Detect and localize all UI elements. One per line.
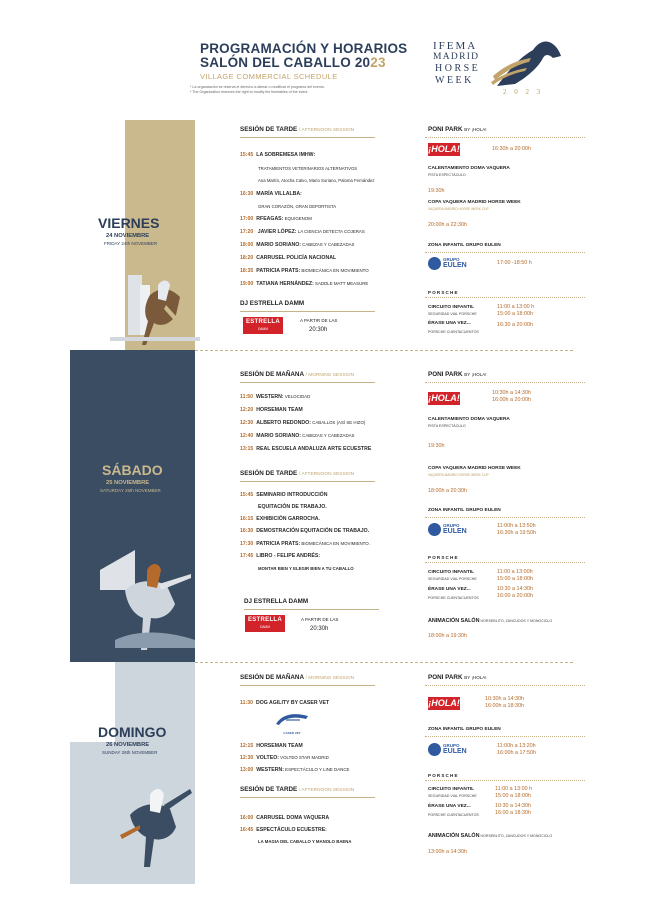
erase-title: ÉRASE UNA VEZ... (428, 804, 471, 809)
zona-infantil-title: ZONA INFANTIL GRUPO EULEN (428, 508, 501, 513)
dj-time: 20:30h (310, 626, 329, 632)
event-row: 11:50 WESTERN: VELOCIDAD (240, 394, 311, 400)
zona-time: 11:00h a 13:50h 16:30h a 19:50h (497, 523, 536, 536)
circuito-time: 11:00 a 13:00 h 15:00 a 18:00h (497, 304, 535, 317)
estrella-damm-logo: ESTRELLA DAMM (243, 317, 283, 334)
zona-time: 11:00h a 13:20h 16:00h a 17:50h (497, 743, 536, 756)
rider-illustration-sunday (110, 775, 200, 870)
circuito-time: 11:00 a 13:00 h 15:00 a 18:00h (495, 786, 533, 799)
event-row: 16:00 CARRUSEL DOMA VAQUERA (240, 815, 330, 821)
session-heading: SESIÓN DE MAÑANA / MORNING SESSION (240, 371, 355, 378)
rider-illustration-saturday (95, 530, 205, 660)
poni-time: 10:30h a 14:30h 16:00h a 18:30h (485, 696, 524, 709)
event-row: 18:35 PATRICIA PRATS: BIOMECÁNICA EN MOVIMIENTO (240, 268, 369, 274)
session-underline (240, 481, 375, 482)
day-name-friday: VIERNES (98, 215, 160, 231)
right-divider (425, 780, 585, 781)
calentamiento-time: 19:30h (428, 443, 445, 449)
poni-time: 16:30h a 20:00h (492, 146, 531, 152)
day-name-sunday: DOMINGO (98, 724, 167, 740)
session-underline (240, 685, 375, 686)
circuito-title: CIRCUITO INFANTIL (428, 787, 475, 792)
dj-underline (240, 311, 375, 312)
calentamiento-time: 19:30h (428, 188, 445, 194)
erase-time: 10:30 a 14:30h 16:00 a 20:00h (497, 586, 533, 599)
right-divider (425, 562, 585, 563)
right-divider (425, 252, 585, 253)
day-en-friday: FRIDAY 24th NOVEMBER (104, 241, 158, 246)
hola-logo: ¡HOLA! (428, 698, 460, 708)
calentamiento-sub: PISTA ESPECTÁCULO (428, 173, 466, 177)
event-row: 12:40 MARIO SORIANO: CABEZAS Y CABEZADAS (240, 433, 355, 439)
event-row: 18:20 CARRUSEL POLICÍA NACIONAL (240, 255, 337, 261)
copa-sub: VAQUERA MADRID HORSE WEEK CUP (428, 207, 489, 211)
session-underline (240, 137, 375, 138)
poni-park-heading: PONI PARK BY ¡HOLA! (428, 126, 487, 133)
event-row: 15:45 LA SOBREMESA IMHW: (240, 152, 316, 158)
erase-sub: PORSCHE CUENTACUENTOS (428, 330, 479, 334)
erase-sub: PORSCHE CUENTACUENTOS (428, 813, 479, 817)
eulen-logo: GRUPO EULEN (428, 523, 462, 537)
event-row: 17:45 LIBRO - FELIPE ANDRÉS: (240, 553, 321, 559)
copa-title: COPA VAQUERA MADRID HORSE WEEK (428, 200, 521, 205)
calentamiento-sub: PISTA ESPECTÁCULO (428, 424, 466, 428)
circuito-title: CIRCUITO INFANTIL (428, 305, 475, 310)
event-detail: LA MAGIA DEL CABALLO Y MANOLO BAENA (258, 839, 352, 844)
dj-heading: DJ ESTRELLA DAMM (240, 300, 305, 307)
title-line1: PROGRAMACIÓN Y HORARIOS (200, 41, 408, 56)
dj-note: A PARTIR DE LAS (300, 318, 338, 323)
dj-note: A PARTIR DE LAS (301, 617, 339, 622)
porsche-logo: PORSCHE (428, 773, 459, 778)
session-heading: SESIÓN DE MAÑANA / MORNING SESSION (240, 674, 355, 681)
erase-time: 10:30 a 14:30h 16:00 a 18:30h (495, 803, 531, 816)
session-heading: SESIÓN DE TARDE / AFTERNOON SESSION (240, 786, 355, 793)
page-subtitle: VILLAGE COMMERCIAL SCHEDULE (200, 72, 338, 81)
poni-park-heading: PONI PARK BY ¡HOLA! (428, 674, 487, 681)
animacion-time: 18:00h a 19:30h (428, 633, 467, 639)
session-underline (240, 797, 375, 798)
circuito-sub: SEGURIDAD VIAL PORSCHE (428, 312, 477, 316)
animacion-title: ANIMACIÓN SALÓN HORSEBLITO, ZANCUDOS Y MONOCICLO (428, 833, 553, 839)
ifema-logo: IFEMA MADRID HORSE WEEK 2 0 2 3 (425, 34, 565, 104)
erase-title: ÉRASE UNA VEZ... (428, 321, 471, 326)
horse-head-icon (489, 36, 565, 90)
calentamiento-title: CALENTAMIENTO DOMA VAQUERA (428, 166, 510, 171)
session-heading: SESIÓN DE TARDE / AFTERNOON SESSION (240, 470, 355, 477)
poni-time: 10:30h a 14:30h 16:00h a 20:00h (492, 390, 531, 403)
erase-title: ÉRASE UNA VEZ... (428, 587, 471, 592)
event-detail: MONTAR BIEN Y ELEGIR BIEN A TU CABALLO (258, 566, 354, 571)
right-divider (425, 382, 585, 383)
copa-sub: VAQUERA MADRID HORSE WEEK CUP (428, 473, 489, 477)
copa-time: 18:00h a 20:30h (428, 488, 467, 494)
poni-park-heading: PONI PARK BY ¡HOLA! (428, 371, 487, 378)
day-en-saturday: SATURDAY 25th NOVEMBER (100, 488, 161, 493)
dog-agility-icon (272, 710, 312, 726)
dj-underline (244, 609, 379, 610)
event-row: 16:30 MARÍA VILLALBA: (240, 191, 302, 197)
event-row: 17:20 JAVIER LÓPEZ: LA CIENCIA DETECTA COJERAS (240, 229, 365, 235)
title-line2: SALÓN DEL CABALLO 2023 (200, 55, 386, 70)
eulen-logo: GRUPO EULEN (428, 257, 462, 271)
session-heading: SESIÓN DE TARDE / AFTERNOON SESSION (240, 126, 355, 133)
event-row: 13:00 WESTERN: ESPECTÁCULO Y LINE DANCE (240, 767, 350, 773)
day-en-sunday: SUNDAY 26th NOVEMBER (102, 750, 158, 755)
zona-infantil-title: ZONA INFANTIL GRUPO EULEN (428, 243, 501, 248)
event-row: 17:30 PATRICIA PRATS: BIOMECÁNICA EN MOVIMIENTO. (240, 541, 370, 547)
eulen-circle-icon (428, 257, 441, 270)
event-row: 16:45 ESPECTÁCULO ECUESTRE: (240, 827, 327, 833)
right-divider (425, 137, 585, 138)
divider-sat-sun (195, 662, 573, 663)
event-row: 12:30 ALBERTO REDONDO: CABALLOS (ASÍ SE HIZO) (240, 420, 366, 426)
event-row: 12:30 VOLTEO: VOLTEO STAR MADRID (240, 755, 329, 761)
caser-vet-logo: CASER VET (272, 710, 312, 732)
porsche-logo: PORSCHE (428, 290, 459, 295)
event-row: 19:00 TATIANA HERNÁNDEZ: SADDLE MATT MEASURE (240, 281, 369, 287)
event-row: 13:15 REAL ESCUELA ANDALUZA ARTE ECUESTRE (240, 446, 372, 452)
hola-logo: ¡HOLA! (428, 144, 460, 154)
event-row: 11:30 DOG AGILITY BY CASER VET (240, 700, 330, 706)
event-row: 17:00 RFEAGAS: EQUIGENOM (240, 216, 312, 222)
eulen-circle-icon (428, 743, 441, 756)
eulen-circle-icon (428, 523, 441, 536)
erase-sub: PORSCHE CUENTACUENTOS (428, 596, 479, 600)
calentamiento-title: CALENTAMIENTO DOMA VAQUERA (428, 417, 510, 422)
right-divider (425, 297, 585, 298)
animacion-time: 13:00h a 14:30h (428, 849, 467, 855)
circuito-title: CIRCUITO INFANTIL (428, 570, 475, 575)
circuito-sub: SEGURIDAD VIAL PORSCHE (428, 577, 477, 581)
event-row: 12:15 HORSEMAN TEAM (240, 743, 303, 749)
estrella-damm-logo: ESTRELLA DAMM (245, 615, 285, 632)
dj-heading: DJ ESTRELLA DAMM (244, 598, 309, 605)
event-detail: Ana Martín, Atocha Calvo, Mario Soriano, Paloma Fernández (258, 178, 375, 183)
event-detail: EQUITACIÓN DE TRABAJO. (258, 504, 327, 510)
divider-fri-sat (195, 350, 573, 351)
event-row: 16:15 EXHIBICIÓN GARROCHA. (240, 516, 320, 522)
porsche-logo: PORSCHE (428, 555, 459, 560)
right-divider (425, 685, 585, 686)
page-title (200, 42, 407, 70)
day-date-friday: 24 NOVIEMBRE (106, 233, 150, 239)
day-date-saturday: 25 NOVIEMBRE (106, 480, 150, 486)
event-row: 12:20 HORSEMAN TEAM (240, 407, 303, 413)
zona-time: 17:00 -18:50 h (497, 260, 532, 266)
event-row: 15:45 SEMINARIO INTRODUCCIÓN (240, 492, 328, 498)
circuito-sub: SEGURIDAD VIAL PORSCHE (428, 794, 477, 798)
hola-logo: ¡HOLA! (428, 393, 460, 403)
copa-time: 20:00h a 22:30h (428, 222, 467, 228)
day-name-saturday: SÁBADO (102, 462, 163, 478)
day-date-sunday: 26 NOVIEMBRE (106, 742, 150, 748)
right-divider (425, 736, 585, 737)
disclaimer: * La organización se reserva el derecho a alterar o modificar el programa del evento. * The Organization reserves the right to modify the timetables of the event. (190, 85, 325, 94)
zona-infantil-title: ZONA INFANTIL GRUPO EULEN (428, 727, 501, 732)
rider-illustration-friday (110, 265, 200, 350)
eulen-logo: GRUPO EULEN (428, 743, 462, 757)
event-row: 18:00 MARIO SORIANO: CABEZAS Y CABEZADAS (240, 242, 355, 248)
copa-title: COPA VAQUERA MADRID HORSE WEEK (428, 466, 521, 471)
event-row: 16:30 DEMOSTRACIÓN EQUITACIÓN DE TRABAJO. (240, 528, 370, 534)
right-divider (425, 517, 585, 518)
dj-time: 20:30h (309, 327, 328, 333)
event-detail: GRAN CORAZÓN, GRAN DEPORTISTA (258, 204, 337, 209)
session-underline (240, 382, 375, 383)
erase-time: 16:30 a 20:00h (497, 322, 533, 328)
animacion-title: ANIMACIÓN SALÓN HORSEBLITO, ZANCUDOS Y MONOCICLO (428, 618, 553, 624)
circuito-time: 11:00 a 13:00h 15:00 a 18:00h (497, 569, 533, 582)
event-detail: TRATAMIENTOS VETERINARIOS ALTERNATIVOS (258, 166, 358, 171)
